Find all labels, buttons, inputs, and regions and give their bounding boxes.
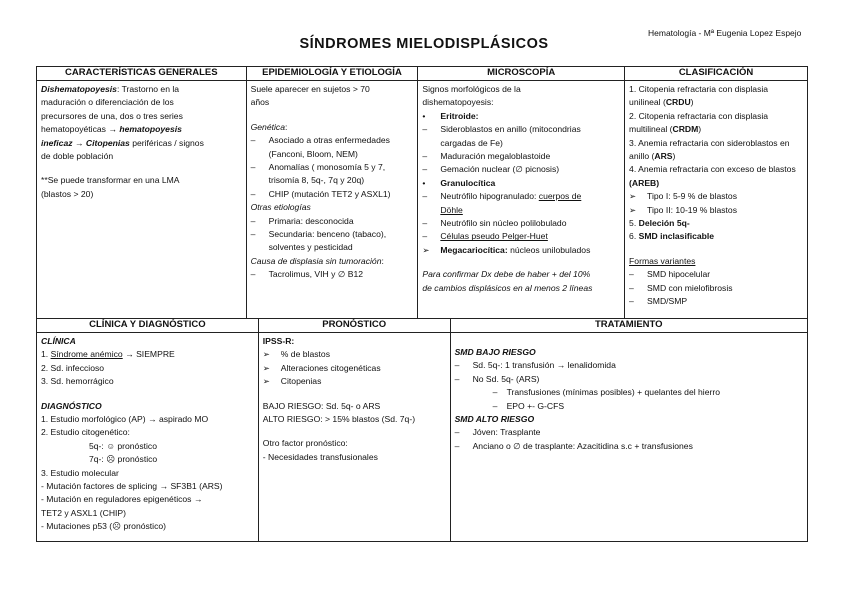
list-item: No Sd. 5q- (ARS) <box>472 373 540 384</box>
tratamiento-cell: SMD BAJO RIESGO – Sd. 5q-: 1 transfusión → lenalidomida – No Sd. 5q- (ARS) – Transfusiones (mínimas posibles) + quelantes del hierro – EPO +- G-CFS SMD ALTO RIESGO – Jóven: Trasplante – Anciano o ∅ de trasplante: Azacitidina s.c + transfusiones <box>450 333 807 542</box>
list-item: núcleos unilobulados <box>510 244 591 255</box>
top-table <box>36 66 808 319</box>
list-item: Asociado a otras enfermedades <box>268 135 390 146</box>
header-clinica: CLÍNICA Y DIAGNÓSTICO <box>37 319 259 333</box>
list-item-cont: solventes y pesticidad <box>268 242 353 253</box>
microscopia-cell: Signos morfológicos de la dishematopoyesis: • Eritroide: – Sideroblastos en anillo (mitocondrias cargadas de Fe) – Maduración megaloblastoide – Gemación nuclear (∅ picnosis) • Granulocítica – Neutrófilo hipogranulado: cuerpos de Döhle – Neutrófilo sin núcleo polilobulado – Células pseudo Pelger-Huet ➢ Megacariocítica: núcleos unilobulados Para confirmar Dx debe de haber + del 10% de cambios displásicos en al menos 2 líneas <box>418 81 625 319</box>
text-line: ALTO RIESGO: > 15% blastos (Sd. 7q-) <box>262 414 416 425</box>
text-line: 1. Citopenia refractaria con displasia <box>629 84 769 94</box>
list-item: Tacrolimus, VIH y ∅ B12 <box>268 269 363 280</box>
header-caracteristicas: CARACTERÍSTICAS GENERALES <box>37 67 247 81</box>
list-item: SMD/SMP <box>647 296 688 307</box>
underlined-term: Síndrome anémico <box>50 349 123 360</box>
text-line: - Mutación en reguladores epigenéticos → <box>41 494 203 505</box>
section-heading: Genética <box>250 121 285 132</box>
list-item: Gemación nuclear (∅ picnosis) <box>440 164 560 175</box>
list-item: Citopenias <box>280 376 322 387</box>
text-line: ) <box>698 124 702 135</box>
underlined-term: cuerpos de <box>538 191 582 202</box>
author-label: Hematología - Mª Eugenia Lopez Espejo <box>648 28 802 38</box>
note-line: Para confirmar Dx debe de haber + del 10% <box>422 269 591 280</box>
list-item: Tipo II: 10-19 % blastos <box>647 204 738 215</box>
arrow-bullet-icon: ➢ <box>629 191 637 202</box>
header-epidemiologia: EPIDEMIOLOGÍA Y ETIOLOGÍA <box>246 67 418 81</box>
text-line: TET2 y ASXL1 (CHIP) <box>41 507 127 518</box>
text-line: ) <box>672 151 676 162</box>
text-line: BAJO RIESGO: Sd. 5q- o ARS <box>262 400 381 411</box>
text-line: periféricas / signos <box>132 137 204 148</box>
clinica-cell <box>37 333 259 542</box>
caracteristicas-cell <box>37 81 247 319</box>
dishematopoyesis-term: Dishematopoyesis <box>41 84 117 94</box>
text-line: dishematopoyesis: <box>422 97 494 108</box>
text-line: 3. Estudio molecular <box>41 467 119 478</box>
text-line: (blastos > 20) <box>41 188 94 199</box>
text-line: años <box>250 97 270 108</box>
text-line: precursores de una, dos o tres series <box>41 110 183 121</box>
abbr: CRDM <box>672 124 699 135</box>
header-pronostico: PRONÓSTICO <box>258 319 450 333</box>
list-item: CHIP (mutación TET2 y ASXL1) <box>268 188 391 199</box>
text-line: **Se puede transformar en una LMA <box>41 175 180 186</box>
list-item: SMD con mielofibrosis <box>647 282 733 293</box>
list-item: Células pseudo Pelger-Huet <box>440 231 548 242</box>
section-heading: Eritroide: <box>440 110 479 121</box>
list-item-cont: cargadas de Fe) <box>440 137 503 148</box>
list-item: Tipo I: 5-9 % de blastos <box>647 191 738 202</box>
abbr: ARS <box>654 151 673 162</box>
text-line: : Trastorno en la <box>116 84 180 94</box>
header-tratamiento: TRATAMIENTO <box>450 319 807 333</box>
list-item-cont: (Fanconi, Bloom, NEM) <box>268 148 358 159</box>
list-item: Neutrófilo hipogranulado: <box>440 191 537 202</box>
section-heading: Causa de displasia sin tumoración <box>250 255 382 266</box>
list-item: % de blastos <box>280 349 330 360</box>
text-line: 2. Estudio citogenético: <box>41 427 130 438</box>
arrow-bullet-icon: ➢ <box>262 362 270 373</box>
section-heading: DIAGNÓSTICO <box>41 400 102 411</box>
page-title: SÍNDROMES MIELODISPLÁSICOS <box>299 36 549 52</box>
list-item: Anomalías ( monosomía 5 y 7, <box>268 162 386 173</box>
bullet-icon: • <box>422 110 426 121</box>
text-line: → SIEMPRE <box>122 349 175 360</box>
text-line: ) <box>690 97 694 108</box>
list-item: Alteraciones citogenéticas <box>280 362 381 373</box>
list-item: Neutrófilo sin núcleo polilobulado <box>440 218 567 229</box>
clasificacion-cell: 1. Citopenia refractaria con displasia unilineal (CRDU) 2. Citopenia refractaria con displasia multilineal (CRDM) 3. Anemia refractaria con sideroblastos en anillo (ARS) 4. Anemia refractaria con exceso de blastos (AREB) ➢ Tipo I: 5-9 % de blastos ➢ Tipo II: 10-19 % blastos 5. Deleción 5q- 6. SMD inclasificable Formas variantes – SMD hipocelular – SMD con mielofibrosis – SMD/SMP <box>625 81 808 319</box>
text-line: - Necesidades transfusionales <box>262 451 378 462</box>
abbr: (AREB) <box>629 177 660 188</box>
text-line: unilineal ( <box>629 97 666 108</box>
text-line: Otro factor pronóstico: <box>262 438 348 449</box>
arrow-bullet-icon: ➢ <box>422 244 430 255</box>
pronostico-cell <box>258 333 450 542</box>
section-heading: IPSS-R: <box>262 336 295 346</box>
text-line: multilineal ( <box>629 124 673 135</box>
bottom-table <box>36 318 808 542</box>
section-heading: Granulocítica <box>440 177 496 188</box>
list-item: Jóven: Trasplante <box>472 427 541 438</box>
note-line: de cambios displásicos en al menos 2 líneas <box>422 282 593 293</box>
bullet-icon: • <box>422 177 426 188</box>
arrow-bullet-icon: ➢ <box>262 349 270 360</box>
list-item: SMD hipocelular <box>647 269 711 280</box>
text-line: maduración o diferenciación de los <box>41 97 174 108</box>
header-microscopia: MICROSCOPÍA <box>418 67 625 81</box>
list-item: Transfusiones (mínimas posibles) + quelantes del hierro <box>506 387 720 398</box>
underlined-term: Döhle <box>440 204 463 215</box>
section-heading: Megacariocítica: <box>440 244 508 255</box>
list-item: Sideroblastos en anillo (mitocondrias <box>440 124 581 135</box>
text-line: Signos morfológicos de la <box>422 84 521 94</box>
list-item: EPO +- G-CFS <box>506 400 565 411</box>
arrow-bullet-icon: ➢ <box>629 204 637 215</box>
text-line: anillo ( <box>629 151 655 162</box>
text-line: de doble población <box>41 151 114 162</box>
section-heading: SMD ALTO RIESGO <box>454 414 535 425</box>
text-line: 5. <box>629 218 639 229</box>
text-line: 1. Estudio morfológico (AP) → aspirado MO <box>41 414 209 425</box>
section-heading: Otras etiologías <box>250 202 311 213</box>
text-line: 3. Sd. hemorrágico <box>41 376 114 387</box>
text-line: - Mutación factores de splicing → SF3B1 (ARS) <box>41 481 223 492</box>
epidemiologia-cell: Suele aparecer en sujetos > 70 años Genética: – Asociado a otras enfermedades (Fanconi, Bloom, NEM) – Anomalías ( monosomía 5 y 7, trisomía 8, 5q-, 7q y 20q) – CHIP (mutación TET2 y ASXL1) Otras etiologías – Primaria: desconocida – Secundaria: benceno (tabaco), solventes y pesticidad Causa de displasia sin tumoración: – Tacrolimus, VIH y ∅ B12 <box>246 81 418 319</box>
bold-term: ineficaz → Citopenias <box>41 137 130 148</box>
text-line: - Mutaciones p53 (☹ pronóstico) <box>41 521 167 532</box>
abbr: CRDU <box>665 97 691 108</box>
section-heading: CLÍNICA <box>41 336 76 346</box>
bold-term: hematopoyesis <box>119 124 182 135</box>
text-line: 5q-: ☺ pronóstico <box>89 440 158 451</box>
text-line: 4. Anemia refractaria con exceso de blastos <box>629 164 796 175</box>
text-line: 3. Anemia refractaria con sideroblastos en <box>629 137 790 148</box>
list-item: Deleción 5q- <box>638 218 690 229</box>
list-item: Maduración megaloblastoide <box>440 151 551 162</box>
list-item-cont: trisomía 8, 5q-, 7q y 20q) <box>268 175 365 186</box>
list-item: SMD inclasificable <box>638 231 715 242</box>
header-clasificacion: CLASIFICACIÓN <box>625 67 808 81</box>
text-line: 2. Citopenia refractaria con displasia <box>629 110 769 121</box>
text-line: Suele aparecer en sujetos > 70 <box>250 84 370 94</box>
text-line: hematopoyéticas → <box>41 124 117 135</box>
section-heading: SMD BAJO RIESGO <box>454 347 536 357</box>
text-line: 1. <box>41 349 51 360</box>
list-item: Anciano o ∅ de trasplante: Azacitidina s.c + transfusiones <box>472 440 693 451</box>
text-line: 7q-: ☹ pronóstico <box>89 454 158 465</box>
list-item: Sd. 5q-: 1 transfusión → lenalidomida <box>472 360 616 371</box>
list-item: Secundaria: benceno (tabaco), <box>268 229 387 240</box>
arrow-bullet-icon: ➢ <box>262 376 270 387</box>
text-line: 6. <box>629 231 639 242</box>
text-line: 2. Sd. infeccioso <box>41 362 105 373</box>
section-heading: Formas variantes <box>629 255 696 266</box>
list-item: Primaria: desconocida <box>268 215 354 226</box>
